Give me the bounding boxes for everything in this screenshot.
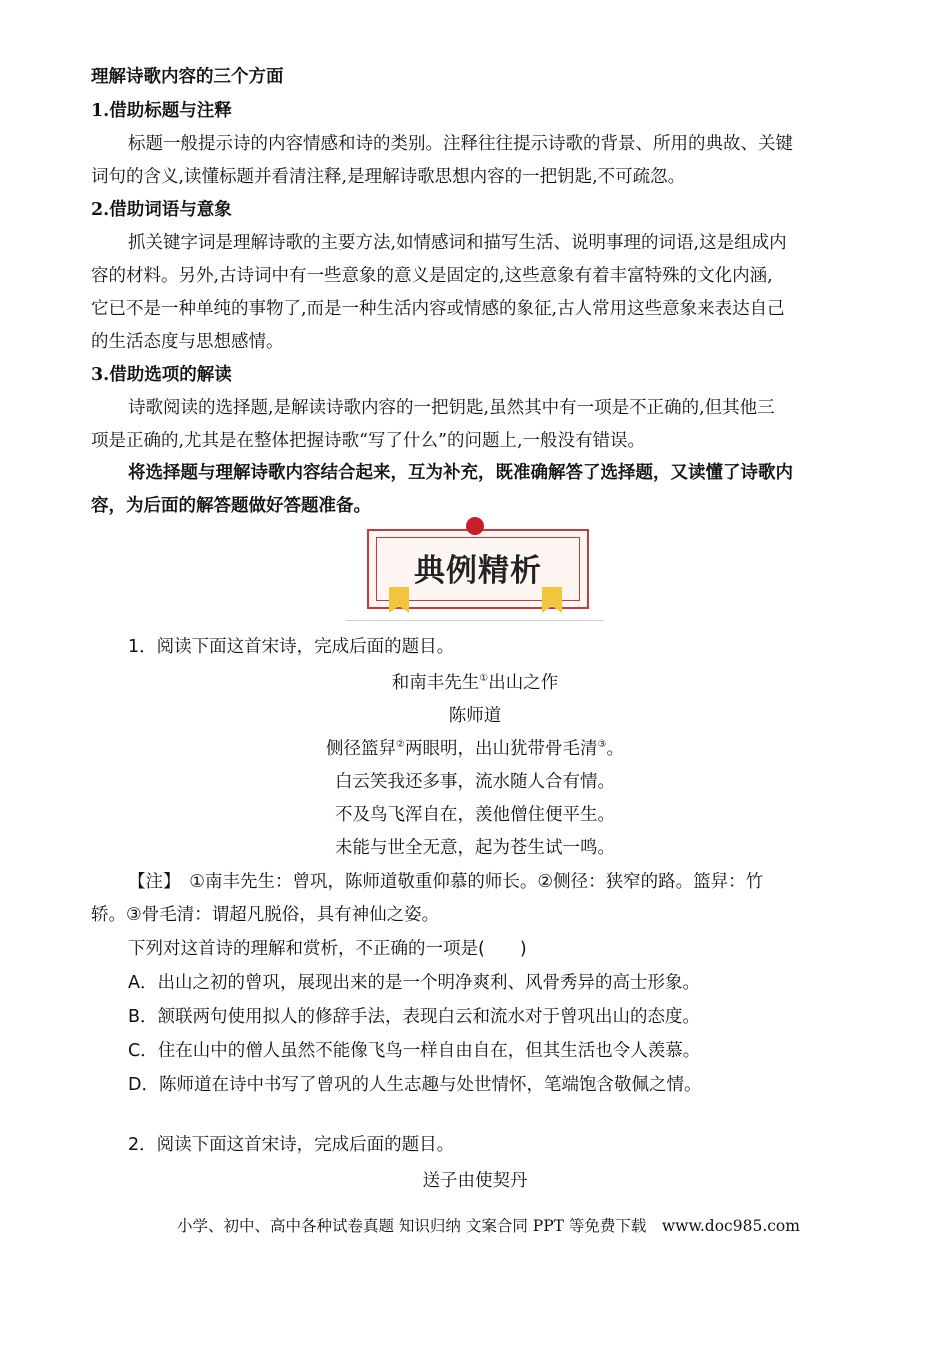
question-2-prompt: 2．阅读下面这首宋诗，完成后面的题目。 bbox=[128, 1135, 455, 1155]
question-1-stem: 下列对这首诗的理解和赏析，不正确的一项是( ) bbox=[128, 939, 527, 959]
point-3-heading: 3.借助选项的解读 bbox=[91, 365, 232, 385]
badge-label: 典例精析 bbox=[414, 553, 542, 589]
poem-note: 【注】 ①南丰先生：曾巩，陈师道敬重仰慕的师长。②侧径：狭窄的路。篮舁：竹 bbox=[128, 872, 764, 892]
ribbon-icon bbox=[389, 587, 409, 613]
point-2-text: 抓关键字词是理解诗歌的主要方法,如情感词和描写生活、说明事理的词语,这是组成内 bbox=[128, 233, 787, 253]
summary-text: 容，为后面的解答题做好答题准备。 bbox=[91, 496, 371, 516]
poem-verse: 不及鸟飞浑自在，羡他僧住便平生。 bbox=[335, 805, 615, 825]
ribbon-icon bbox=[542, 587, 562, 613]
point-2-text: 容的材料。另外,古诗词中有一些意象的意义是固定的,这些意象有着丰富特殊的文化内涵, bbox=[91, 266, 773, 286]
poem-title: 和南丰先生①出山之作 bbox=[391, 673, 559, 693]
point-2-heading: 2.借助词语与意象 bbox=[91, 200, 232, 220]
question-1-prompt: 1．阅读下面这首宋诗，完成后面的题目。 bbox=[128, 637, 455, 657]
option-a: A．出山之初的曾巩，展现出来的是一个明净爽利、风骨秀异的高士形象。 bbox=[128, 973, 700, 993]
option-b: B．颔联两句使用拟人的修辞手法，表现白云和流水对于曾巩出山的态度。 bbox=[128, 1007, 701, 1027]
point-1-text: 标题一般提示诗的内容情感和诗的类别。注释往往提示诗歌的背景、所用的典故、关键 bbox=[128, 134, 793, 154]
poem-verse: 白云笑我还多事，流水随人合有情。 bbox=[335, 772, 615, 792]
poem-verse: 侧径篮舁②两眼明，出山犹带骨毛清③。 bbox=[326, 739, 624, 759]
summary-text: 将选择题与理解诗歌内容结合起来，互为补充，既准确解答了选择题，又读懂了诗歌内 bbox=[128, 463, 793, 483]
option-d: D．陈师道在诗中书写了曾巩的人生志趣与处世情怀，笔端饱含敬佩之情。 bbox=[128, 1075, 702, 1095]
point-3-text: 项是正确的,尤其是在整体把握诗歌“写了什么”的问题上,一般没有错误。 bbox=[91, 431, 646, 451]
poem-title: 送子由使契丹 bbox=[422, 1171, 528, 1191]
point-2-text: 它已不是一种单纯的事物了,而是一种生活内容或情感的象征,古人常用这些意象来表达自己 bbox=[91, 299, 785, 319]
point-3-text: 诗歌阅读的选择题,是解读诗歌内容的一把钥匙,虽然其中有一项是不正确的,但其他三 bbox=[128, 398, 775, 418]
badge-divider bbox=[346, 620, 604, 621]
footer-text: 小学、初中、高中各种试卷真题 知识归纳 文案合同 PPT 等免费下载 www.doc985.com bbox=[177, 1217, 800, 1235]
poem-note: 轿。③骨毛清：谓超凡脱俗，具有神仙之姿。 bbox=[91, 905, 440, 925]
pin-icon bbox=[466, 517, 484, 535]
poem-author: 陈师道 bbox=[448, 706, 502, 726]
option-c: C．住在山中的僧人虽然不能像飞鸟一样自由自在，但其生活也令人羡慕。 bbox=[128, 1041, 701, 1061]
point-1-text: 词句的含义,读懂标题并看清注释,是理解诗歌思想内容的一把钥匙,不可疏忽。 bbox=[91, 167, 686, 187]
section-title: 理解诗歌内容的三个方面 bbox=[91, 67, 284, 87]
example-badge bbox=[367, 523, 589, 621]
point-2-text: 的生活态度与思想感情。 bbox=[91, 332, 284, 352]
point-1-heading: 1.借助标题与注释 bbox=[91, 101, 232, 121]
poem-verse: 未能与世全无意，起为苍生试一鸣。 bbox=[335, 838, 615, 858]
